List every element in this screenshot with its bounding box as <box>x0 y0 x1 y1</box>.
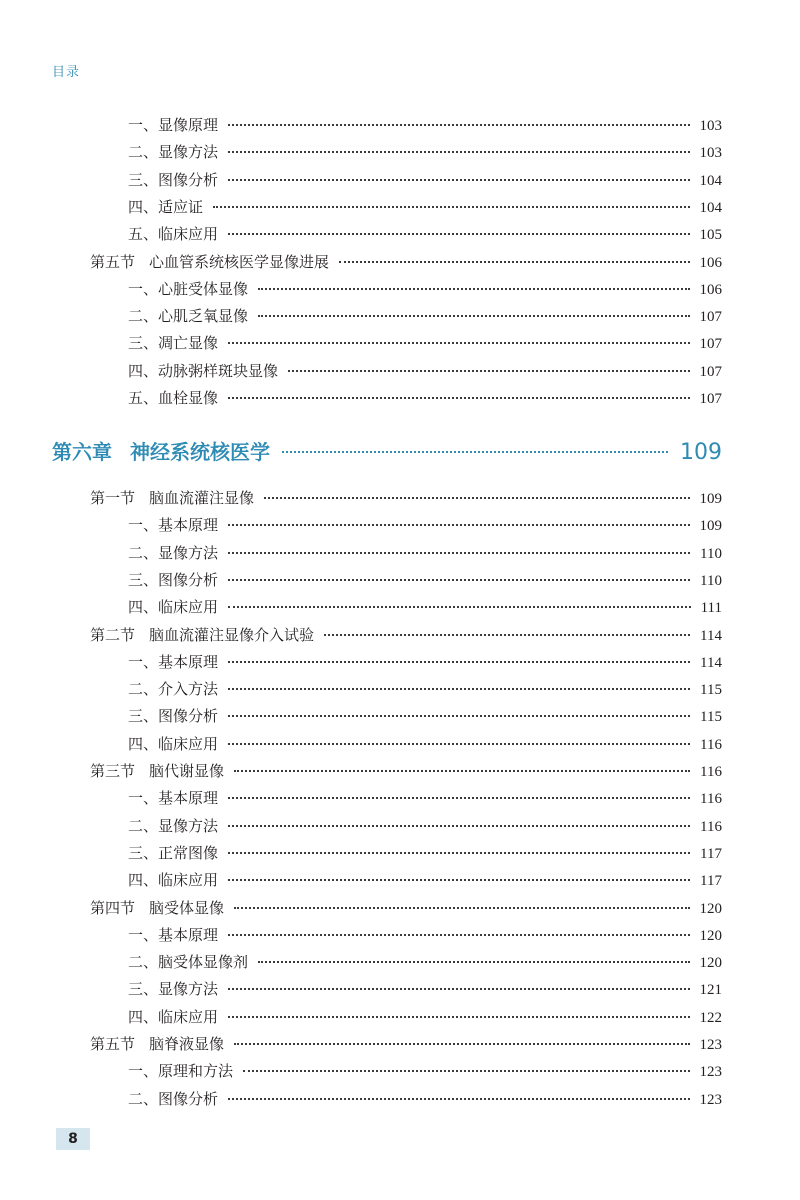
entry-label <box>128 678 228 699</box>
entry-label <box>128 514 228 535</box>
toc-subsection-entry[interactable] <box>128 305 722 326</box>
entry-label <box>128 815 228 836</box>
entry-page-number: 109 <box>699 491 722 507</box>
entry-title: 三、图像分析 <box>128 570 219 589</box>
dot-leader <box>228 688 690 690</box>
entry-page-number: 111 <box>700 600 722 617</box>
dot-leader <box>258 315 689 317</box>
entry-label <box>128 842 228 863</box>
chapter-page-number: 109 <box>680 440 722 465</box>
entry-title: 脑代谢显像 <box>149 762 225 780</box>
dot-leader <box>288 370 689 372</box>
entry-page-number: 103 <box>699 118 722 134</box>
entry-title: 四、临床应用 <box>128 1007 219 1026</box>
entry-page-number: 116 <box>700 791 722 808</box>
dot-leader <box>228 552 690 554</box>
section-number: 第四节 <box>90 898 136 917</box>
entry-label <box>128 978 228 999</box>
entry-label <box>90 897 234 918</box>
toc-subsection-entry[interactable] <box>128 596 722 617</box>
entry-title: 四、适应证 <box>128 197 204 216</box>
toc-subsection-entry[interactable] <box>128 569 722 590</box>
toc-subsection-entry[interactable] <box>128 787 722 808</box>
section-number: 第五节 <box>90 252 136 271</box>
dot-leader <box>228 661 690 663</box>
entry-title: 三、正常图像 <box>128 843 219 862</box>
entry-title: 一、原理和方法 <box>128 1062 234 1081</box>
entry-page-number: 123 <box>699 1064 722 1081</box>
entry-label <box>128 596 228 617</box>
entry-label <box>128 705 228 726</box>
running-head: 目录 <box>52 65 81 80</box>
dot-leader <box>228 825 690 827</box>
page-number-folio: 8 <box>56 1128 90 1150</box>
entry-title: 脑血流灌注显像 <box>149 489 255 507</box>
entry-page-number: 107 <box>699 391 722 407</box>
dot-leader <box>258 961 689 963</box>
toc-subsection-entry[interactable] <box>128 278 722 299</box>
entry-page-number: 109 <box>699 518 722 535</box>
entry-label <box>128 387 228 408</box>
entry-label <box>90 251 339 272</box>
toc-subsection-entry[interactable] <box>128 842 722 863</box>
entry-label <box>90 1033 234 1054</box>
toc-subsection-entry[interactable] <box>128 705 722 726</box>
toc-subsection-entry[interactable] <box>128 387 722 408</box>
entry-title: 五、临床应用 <box>128 225 219 244</box>
entry-title: 二、心肌乏氧显像 <box>128 307 249 326</box>
entry-title: 三、显像方法 <box>128 980 219 999</box>
chapter-heading[interactable] <box>52 436 722 465</box>
dot-leader <box>228 715 690 717</box>
toc-subsection-entry[interactable] <box>128 196 722 217</box>
dot-leader <box>228 879 690 881</box>
dot-leader <box>243 1070 689 1072</box>
toc-subsection-entry[interactable] <box>128 815 722 836</box>
dot-leader <box>324 634 690 636</box>
entry-page-number: 115 <box>700 709 722 726</box>
entry-title: 二、显像方法 <box>128 143 219 162</box>
dot-leader <box>228 233 689 235</box>
entry-page-number: 104 <box>699 172 722 189</box>
entry-label <box>128 1088 228 1109</box>
dot-leader <box>228 934 689 936</box>
entry-label <box>128 305 258 326</box>
entry-title: 脑受体显像 <box>149 898 225 917</box>
entry-title: 四、临床应用 <box>128 734 219 753</box>
entry-label <box>90 487 264 508</box>
entry-page-number: 107 <box>699 336 722 353</box>
chapter-title: 神经系统核医学 <box>130 440 270 464</box>
toc-section-entry[interactable] <box>90 1033 722 1054</box>
entry-title: 二、脑受体显像剂 <box>128 953 249 972</box>
entry-title: 一、显像原理 <box>128 116 219 134</box>
entry-page-number: 120 <box>699 955 722 972</box>
entry-title: 二、显像方法 <box>128 816 219 835</box>
toc-subsection-entry[interactable] <box>128 978 722 999</box>
dot-leader <box>228 151 689 153</box>
dot-leader <box>228 1016 689 1018</box>
toc-subsection-entry[interactable] <box>128 169 722 190</box>
entry-label <box>128 360 288 381</box>
entry-label <box>128 141 228 162</box>
toc-subsection-entry[interactable] <box>128 141 722 162</box>
entry-page-number: 116 <box>700 818 722 835</box>
entry-label <box>128 278 258 299</box>
entry-page-number: 117 <box>700 845 722 862</box>
entry-label <box>128 114 228 135</box>
toc-subsection-entry[interactable] <box>128 733 722 754</box>
dot-leader <box>228 988 689 990</box>
entry-label <box>128 787 228 808</box>
dot-leader <box>228 579 690 581</box>
dot-leader <box>228 743 690 745</box>
entry-page-number: 116 <box>700 736 722 753</box>
entry-label <box>128 869 228 890</box>
entry-title: 二、介入方法 <box>128 680 219 699</box>
entry-title: 三、图像分析 <box>128 707 219 726</box>
entry-label <box>128 1060 243 1081</box>
toc-subsection-entry[interactable] <box>128 951 722 972</box>
entry-label <box>128 569 228 590</box>
entry-label <box>128 542 228 563</box>
entry-title: 四、动脉粥样斑块显像 <box>128 361 279 380</box>
chapter-label <box>52 436 282 465</box>
entry-page-number: 110 <box>700 545 722 562</box>
entry-title: 四、临床应用 <box>128 598 219 617</box>
entry-page-number: 107 <box>699 363 722 380</box>
toc-section-entry[interactable] <box>90 760 722 781</box>
entry-page-number: 115 <box>700 682 722 699</box>
entry-page-number: 106 <box>699 254 722 271</box>
dot-leader <box>258 288 689 290</box>
toc-subsection-entry[interactable] <box>128 1088 722 1109</box>
dot-leader <box>213 206 689 208</box>
entry-title: 一、基本原理 <box>128 789 219 808</box>
entry-page-number: 103 <box>699 145 722 162</box>
section-number: 第五节 <box>90 1035 136 1053</box>
entry-page-number: 121 <box>699 982 722 999</box>
toc-section-entry[interactable] <box>90 251 722 272</box>
entry-label <box>128 733 228 754</box>
dot-leader <box>228 524 689 526</box>
entry-page-number: 120 <box>699 927 722 944</box>
entry-page-number: 106 <box>699 281 722 298</box>
chapter-number: 第六章 <box>52 440 112 464</box>
section-number: 第三节 <box>90 762 136 780</box>
dot-leader <box>228 797 690 799</box>
toc-section-entry[interactable] <box>90 487 722 508</box>
entry-page-number: 120 <box>699 900 722 917</box>
entry-page-number: 104 <box>699 199 722 216</box>
entry-title: 一、基本原理 <box>128 652 219 671</box>
entry-label <box>128 196 213 217</box>
dot-leader <box>339 261 689 263</box>
entry-label <box>90 760 234 781</box>
toc-subsection-entry[interactable] <box>128 223 722 244</box>
entry-title: 五、血栓显像 <box>128 389 219 407</box>
entry-label <box>128 169 228 190</box>
toc-subsection-entry[interactable] <box>128 514 722 535</box>
dot-leader <box>228 852 690 854</box>
dot-leader <box>228 124 689 126</box>
entry-page-number: 105 <box>699 227 722 244</box>
dot-leader <box>228 1098 689 1100</box>
dot-leader <box>264 497 689 499</box>
toc-subsection-entry[interactable] <box>128 360 722 381</box>
entry-title: 心血管系统核医学显像进展 <box>149 252 330 271</box>
entry-title: 二、显像方法 <box>128 543 219 562</box>
toc-subsection-entry[interactable] <box>128 1006 722 1027</box>
entry-page-number: 110 <box>700 572 722 589</box>
entry-page-number: 114 <box>700 654 722 671</box>
toc-subsection-entry[interactable] <box>128 542 722 563</box>
dot-leader <box>234 1043 689 1045</box>
entry-title: 一、心脏受体显像 <box>128 279 249 298</box>
entry-title: 一、基本原理 <box>128 516 219 535</box>
entry-title: 三、凋亡显像 <box>128 334 219 353</box>
dot-leader <box>228 397 689 399</box>
toc-subsection-entry[interactable] <box>128 924 722 945</box>
entry-title: 三、图像分析 <box>128 170 219 189</box>
section-number: 第二节 <box>90 625 136 644</box>
entry-label <box>128 651 228 672</box>
toc-subsection-entry[interactable] <box>128 678 722 699</box>
entry-label <box>90 624 324 645</box>
toc-subsection-entry[interactable] <box>128 1060 722 1081</box>
toc-section-entry[interactable] <box>90 624 722 645</box>
section-number: 第一节 <box>90 489 136 507</box>
entry-page-number: 123 <box>699 1037 722 1053</box>
entry-label <box>128 924 228 945</box>
entry-label <box>128 223 228 244</box>
dot-leader <box>228 606 691 608</box>
entry-page-number: 117 <box>700 873 722 890</box>
dot-leader <box>228 179 689 181</box>
entry-title: 脑脊液显像 <box>149 1035 225 1053</box>
entry-label <box>128 951 258 972</box>
toc-subsection-entry[interactable] <box>128 114 722 135</box>
entry-page-number: 116 <box>700 764 722 780</box>
toc-subsection-entry[interactable] <box>128 651 722 672</box>
toc-section-entry[interactable] <box>90 897 722 918</box>
entry-page-number: 114 <box>700 627 722 644</box>
entry-title: 脑血流灌注显像介入试验 <box>149 625 315 644</box>
toc-subsection-entry[interactable] <box>128 332 722 353</box>
entry-title: 一、基本原理 <box>128 925 219 944</box>
dot-leader <box>234 907 689 909</box>
entry-page-number: 123 <box>699 1091 722 1108</box>
entry-page-number: 107 <box>699 309 722 326</box>
toc-subsection-entry[interactable] <box>128 869 722 890</box>
dot-leader <box>234 770 690 772</box>
entry-title: 二、图像分析 <box>128 1089 219 1108</box>
dot-leader <box>282 451 668 453</box>
entry-label <box>128 332 228 353</box>
entry-title: 四、临床应用 <box>128 871 219 890</box>
entry-label <box>128 1006 228 1027</box>
entry-page-number: 122 <box>699 1009 722 1026</box>
dot-leader <box>228 342 689 344</box>
